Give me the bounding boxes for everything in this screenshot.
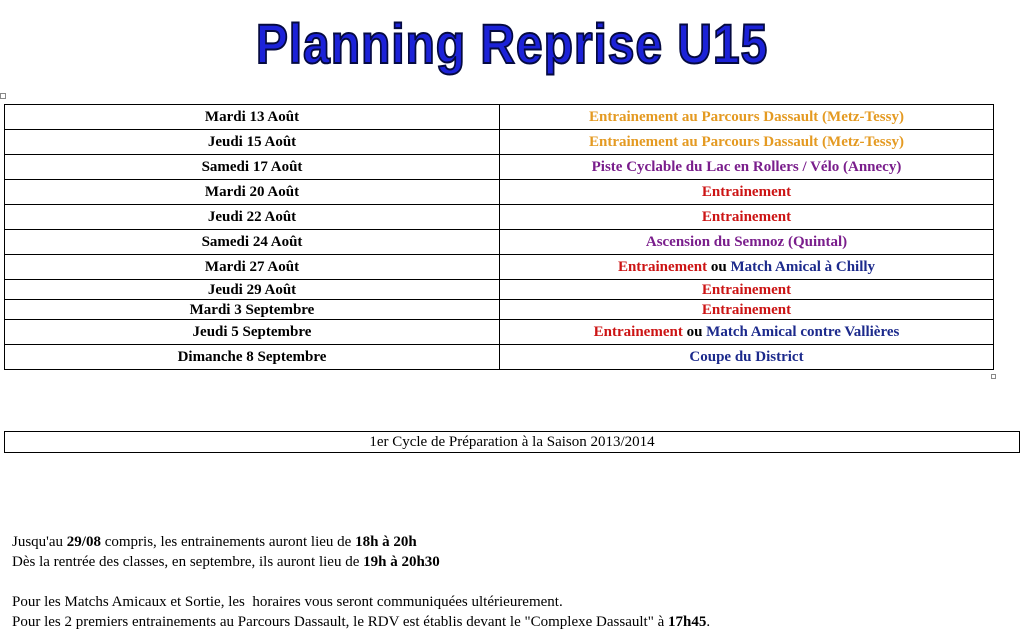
- table-row: [5, 230, 994, 255]
- note-line: Pour les Matchs Amicaux et Sortie, les horaires vous seront communiquées ultérieurement.: [12, 594, 563, 610]
- activity-cell: [500, 180, 994, 205]
- note-bold: 17h45: [667, 614, 707, 630]
- activity-text: Coupe du District: [689, 349, 804, 365]
- table-anchor-handle[interactable]: [0, 93, 6, 99]
- activity-text: Match Amical contre Vallières: [706, 324, 900, 340]
- date-cell: Jeudi 22 Août: [5, 205, 500, 230]
- note-bold: 18h à 20h: [355, 534, 417, 550]
- table-row: [5, 205, 994, 230]
- table-row: [5, 345, 994, 370]
- activity-cell: [500, 130, 994, 155]
- table-resize-handle[interactable]: [991, 374, 996, 379]
- table-row: [5, 280, 994, 300]
- activity-cell: [500, 300, 994, 320]
- activity-text: Entrainement: [701, 209, 792, 225]
- note-text: Dès la rentrée des classes, en septembre, ils auront lieu de: [12, 554, 364, 570]
- date-cell: Samedi 17 Août: [5, 155, 500, 180]
- note-line: [12, 612, 710, 632]
- activity-cell: [500, 155, 994, 180]
- table-row: [5, 105, 994, 130]
- activity-text: Entrainement: [701, 281, 792, 298]
- table-row: [5, 320, 994, 345]
- page-title: Planning Reprise U15: [255, 12, 769, 75]
- note-bold: 19h à 20h30: [363, 554, 440, 570]
- date-cell: Mardi 27 Août: [5, 255, 500, 280]
- note-line: [12, 532, 710, 552]
- schedule-table: [4, 104, 994, 370]
- date-cell: Jeudi 29 Août: [5, 280, 500, 300]
- date-cell: Mardi 3 Septembre: [5, 300, 500, 320]
- activity-text: Entrainement: [617, 259, 708, 275]
- date-cell: Dimanche 8 Septembre: [5, 345, 500, 370]
- date-cell: Mardi 20 Août: [5, 180, 500, 205]
- note-text: compris, les entrainements auront lieu de: [100, 534, 356, 550]
- activity-cell: [500, 105, 994, 130]
- table-row: [5, 300, 994, 320]
- note-text: .: [706, 614, 711, 630]
- activity-text: Piste Cyclable du Lac en Rollers / Vélo (Annecy): [591, 159, 902, 175]
- activity-text: Entrainement: [593, 324, 683, 340]
- table-row: [5, 155, 994, 180]
- activity-cell: [500, 280, 994, 300]
- activity-cell: [500, 345, 994, 370]
- activity-text: Ascension du Semnoz (Quintal): [645, 234, 848, 250]
- note-line: [12, 552, 710, 572]
- cycle-banner: 1er Cycle de Préparation à la Saison 2013/2014: [4, 431, 1020, 453]
- activity-connector: ou: [707, 259, 731, 275]
- activity-cell: [500, 205, 994, 230]
- activity-text: Entrainement au Parcours Dassault (Metz-Tessy): [589, 134, 904, 150]
- table-row: [5, 130, 994, 155]
- activity-connector: ou: [682, 324, 707, 340]
- date-cell: Samedi 24 Août: [5, 230, 500, 255]
- activity-cell: [500, 230, 994, 255]
- activity-text: Entrainement: [701, 184, 792, 200]
- table-row: [5, 180, 994, 205]
- activity-text: Entrainement au Parcours Dassault (Metz-Tessy): [589, 109, 904, 125]
- activity-text: Entrainement: [701, 301, 792, 318]
- note-text: Pour les 2 premiers entrainements au Parcours Dassault, le RDV est établis devant le "Complexe Dassault" à: [12, 614, 668, 630]
- date-cell: Mardi 13 Août: [5, 105, 500, 130]
- activity-cell: [500, 255, 994, 280]
- note-bold: 29/08: [66, 534, 101, 550]
- table-row: [5, 255, 994, 280]
- note-text: Jusqu'au: [12, 534, 67, 550]
- activity-cell: [500, 320, 994, 345]
- date-cell: Jeudi 15 Août: [5, 130, 500, 155]
- activity-text: Match Amical à Chilly: [730, 259, 876, 275]
- notes-block: [12, 532, 710, 632]
- date-cell: Jeudi 5 Septembre: [5, 320, 500, 345]
